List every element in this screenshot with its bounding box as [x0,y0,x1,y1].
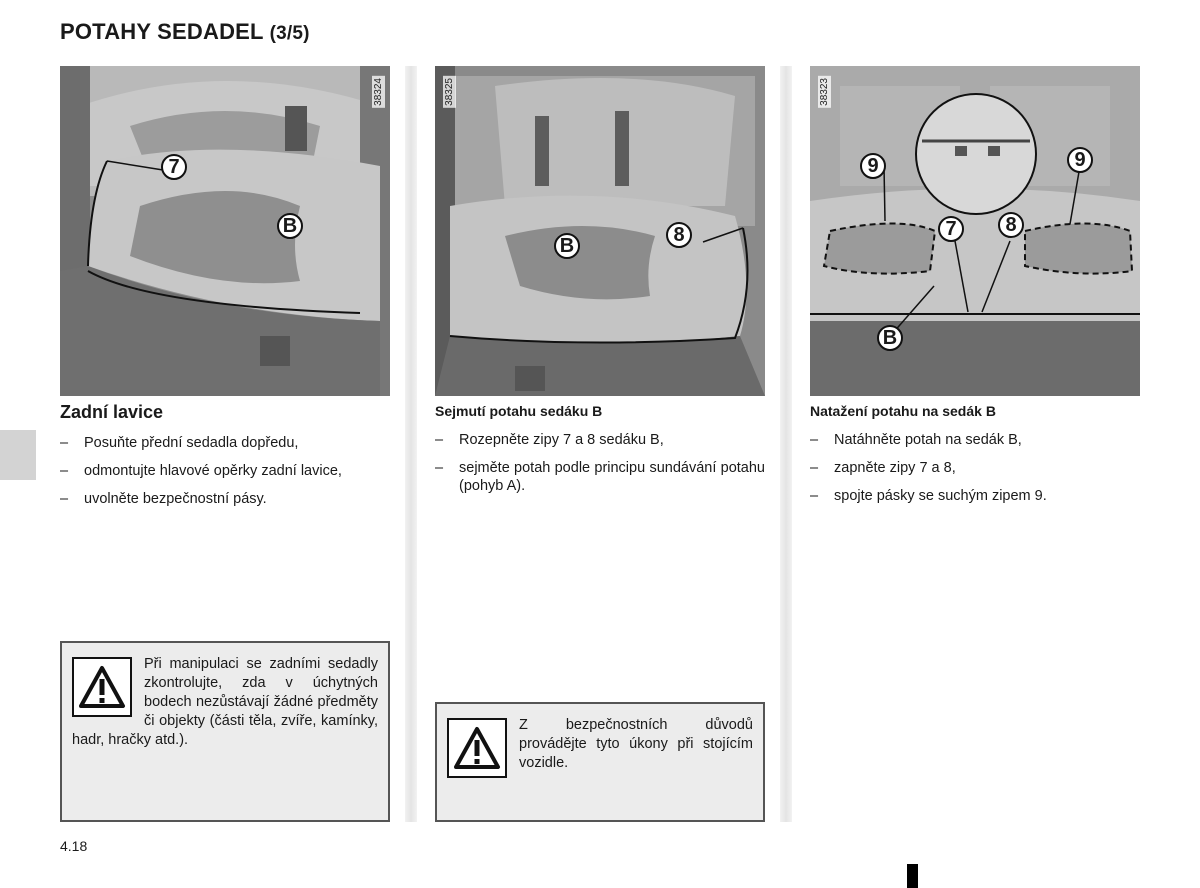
page-title-part: (3/5) [269,23,310,44]
section-heading [810,403,996,419]
chapter-tab [0,430,36,480]
list-item: – Rozepněte zipy 7 a 8 sedáku B, [435,431,765,449]
list-item: – Natáhněte potah na sedák B, [810,431,1140,449]
warning-box [60,641,390,822]
page-title [60,19,310,45]
steps-list [435,431,765,505]
list-item: – uvolněte bezpečnostní pásy. [60,490,392,508]
callout-7: 7 [161,154,187,180]
callout-9: 9 [860,153,886,179]
callout-B: B [277,213,303,239]
list-item: – Posuňte přední sedadla dopředu, [60,434,392,452]
photo-remove-cover [435,66,765,396]
callout-9: 9 [1067,147,1093,173]
photo-rear-bench [60,66,390,396]
column-divider [405,66,417,822]
section-heading [435,403,602,419]
column-divider [780,66,792,822]
callout-8: 8 [666,222,692,248]
steps-list [60,434,392,518]
photo-fit-cover [810,66,1140,396]
image-number: 38324 [373,78,384,106]
section-heading-text: Natažení potahu na sedák B [810,403,996,419]
image-number: 38323 [819,78,830,106]
warning-text: Při manipulaci se zadními sedadly zkontrolujte, zda v úchytných bodech nezůstávají žádné předměty či objekty (části těla, zvíře, kamínky, hadr, hračky atd.). [72,656,378,748]
page-title-text: POTAHY SEDADEL [60,19,264,44]
warning-triangle-icon [447,718,507,778]
warning-triangle-icon [72,657,132,717]
warning-box [435,702,765,822]
edge-marker [907,864,918,888]
callout-8: 8 [998,212,1024,238]
list-item: – zapněte zipy 7 a 8, [810,459,1140,477]
warning-text: Z bezpečnostních důvodů provádějte tyto úkony při stojícím vozidle. [519,717,753,771]
callout-B: B [554,233,580,259]
steps-list [810,431,1140,515]
callout-7: 7 [938,216,964,242]
list-item: – sejměte potah podle principu sundávání potahu (pohyb A). [435,459,765,495]
image-number: 38325 [444,78,455,106]
section-heading: Zadní lavice [60,402,164,422]
page-number: 4.18 [60,838,88,854]
list-item: – odmontujte hlavové opěrky zadní lavice, [60,462,392,480]
list-item: – spojte pásky se suchým zipem 9. [810,487,1140,505]
callout-B: B [877,325,903,351]
section-heading-text: Sejmutí potahu sedáku B [435,403,603,419]
